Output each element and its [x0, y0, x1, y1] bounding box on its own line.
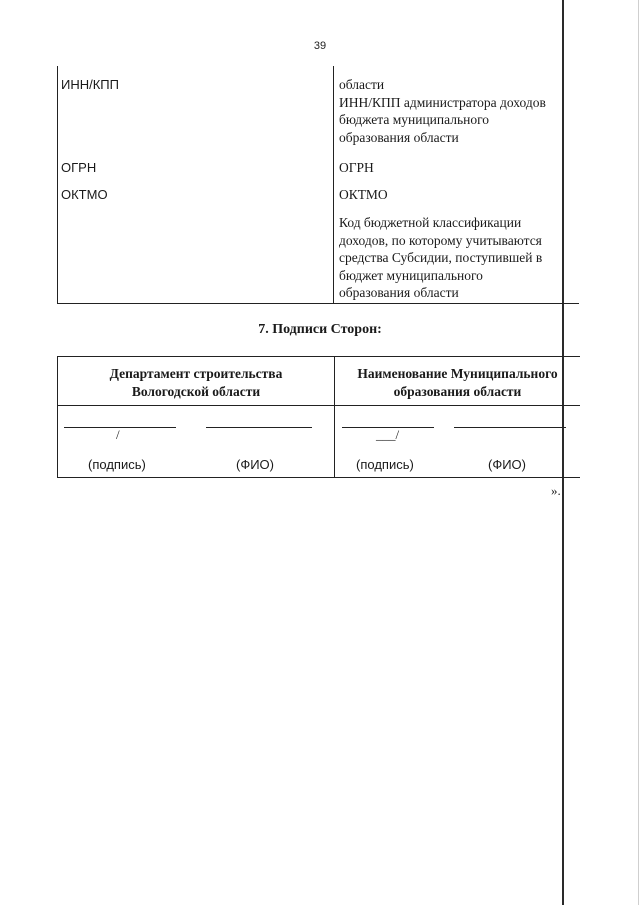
oktmo-label: ОКТМО — [61, 187, 108, 202]
right-name-caption: (ФИО) — [488, 457, 526, 472]
right-name-line — [454, 427, 566, 428]
table-left-border — [57, 66, 58, 303]
signatures-table — [57, 356, 580, 478]
kbk-line-1: Код бюджетной классификации — [339, 215, 522, 230]
ogrn-line-1: ОГРН — [339, 160, 374, 175]
inn-kpp-value — [339, 76, 575, 146]
oktmo-line-1: ОКТМО — [339, 187, 388, 202]
page-edge-line — [638, 0, 639, 905]
left-slash: / — [116, 427, 120, 442]
signatures-title: 7. Подписи Сторон: — [258, 322, 382, 337]
kbk-line-5: образования области — [339, 285, 459, 300]
department-header — [58, 365, 334, 401]
inn-kpp-line-1: области — [339, 77, 385, 92]
kbk-line-3: средства Субсидии, поступившей в — [339, 250, 543, 265]
left-name-caption: (ФИО) — [236, 457, 274, 472]
kbk-line-4: бюджет муниципального — [339, 267, 483, 283]
right-slash: ___/ — [376, 427, 400, 442]
ogrn-label: ОГРН — [61, 160, 97, 175]
page-number: 39 — [313, 40, 327, 52]
requisites-table — [57, 66, 579, 304]
inn-kpp-line-4: образования области — [339, 129, 459, 145]
ogrn-value — [339, 159, 575, 177]
signatures-header-border — [58, 405, 580, 406]
municipality-header — [335, 365, 580, 401]
kbk-value — [339, 214, 575, 302]
department-header-line-1: Департамент строительства — [109, 366, 283, 381]
inn-kpp-label: ИНН/КПП — [61, 77, 119, 92]
right-signature-caption: (подпись) — [356, 457, 414, 472]
municipality-header-line-1: Наименование Муниципального — [357, 366, 558, 381]
left-signature-line — [64, 427, 176, 428]
inn-kpp-line-3: бюджета муниципального — [339, 112, 490, 127]
kbk-line-2: доходов, по которому учитываются — [339, 232, 542, 248]
municipality-header-line-2: образования области — [393, 384, 522, 399]
department-header-line-2: Вологодской области — [131, 384, 261, 399]
oktmo-value — [339, 186, 575, 204]
inn-kpp-line-2: ИНН/КПП администратора доходов — [339, 94, 546, 110]
left-signature-caption: (подпись) — [88, 457, 146, 472]
closing-quote-mark: ». — [551, 483, 561, 498]
left-name-line — [206, 427, 312, 428]
table-middle-border — [333, 66, 334, 303]
